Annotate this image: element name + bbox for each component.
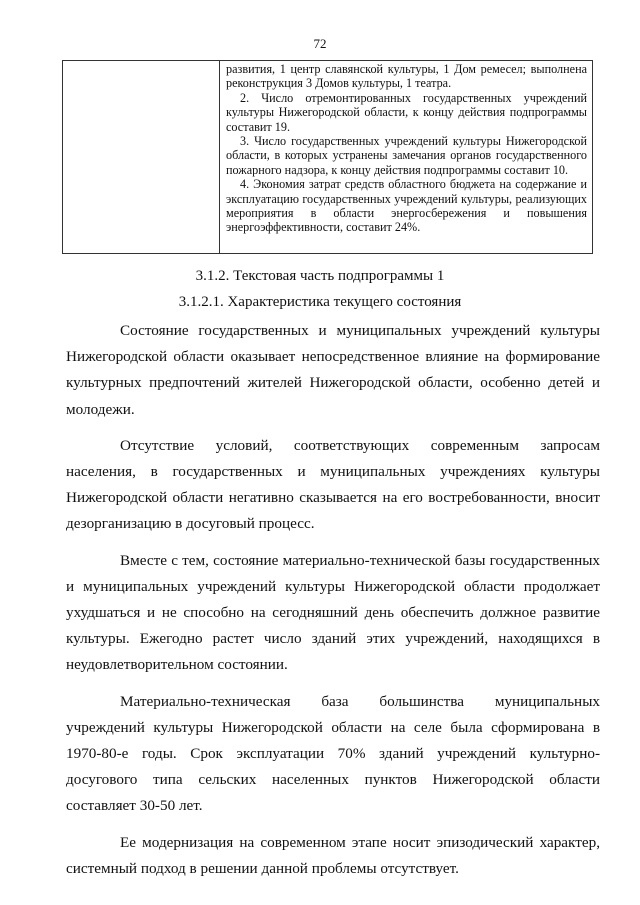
table-paragraph-2: 2. Число отремонтированных государственных учреждений культуры Нижегородской области, к концу действия подпрограммы составит 19. xyxy=(226,90,587,134)
table-paragraph-1: развития, 1 центр славянской культуры, 1 Дом ремесел; выполнена реконструкция 3 Домов культуры, 1 театра. xyxy=(226,62,587,91)
paragraph-1: Состояние государственных и муниципальных учреждений культуры Нижегородской области оказывает непосредственное влияние на формирование культурных предпочтений жителей Нижегородской области, особенно детей и молодежи. xyxy=(66,322,600,418)
subsection-heading: 3.1.2.1. Характеристика текущего состояния xyxy=(178,294,462,310)
section-heading: 3.1.2. Текстовая часть подпрограммы 1 xyxy=(195,268,445,284)
paragraph-2: Отсутствие условий, соответствующих современным запросам населения, в государственных и муниципальных учреждениях культуры Нижегородской области негативно сказывается на его востребованности, вносит дезорганизацию в досуговый процесс. xyxy=(66,436,600,533)
page-number: 72 xyxy=(313,36,327,51)
table-paragraph-3: 3. Число государственных учреждений культуры Нижегородской области, в которых устранены замечания органов государственного пожарного надзора, к концу действия подпрограммы составит 10. xyxy=(226,134,587,177)
paragraph-4: Материально-техническая база большинства муниципальных учреждений культуры Нижегородской области на селе была сформирована в 1970-80-е годы. Срок эксплуатации 70% зданий учреждений культурно-досугового типа сельских населенных пунктов Нижегородской области составляет 30-50 лет. xyxy=(66,692,600,815)
paragraph-3: Вместе с тем, состояние материально-технической базы государственных и муниципальных учреждений культуры Нижегородской области продолжает ухудшаться и не способно на сегодняшний день обеспечить должное развитие культуры. Ежегодно растет число зданий этих учреждений, находящихся в неудовлетворительном состоянии. xyxy=(66,551,600,674)
table-right-cell xyxy=(220,61,592,253)
table-left-cell xyxy=(63,61,220,253)
table-paragraph-4: 4. Экономия затрат средств областного бюджета на содержание и эксплуатацию государственных учреждений культуры, реализующих мероприятия в области энергосбережения и повышения энергоэффективности, составит 24%. xyxy=(226,177,587,235)
paragraph-5: Ее модернизация на современном этапе носит эпизодический характер, системный подход в решении данной проблемы отсутствует. xyxy=(66,833,600,877)
results-table xyxy=(62,60,593,254)
body-text xyxy=(66,318,600,892)
